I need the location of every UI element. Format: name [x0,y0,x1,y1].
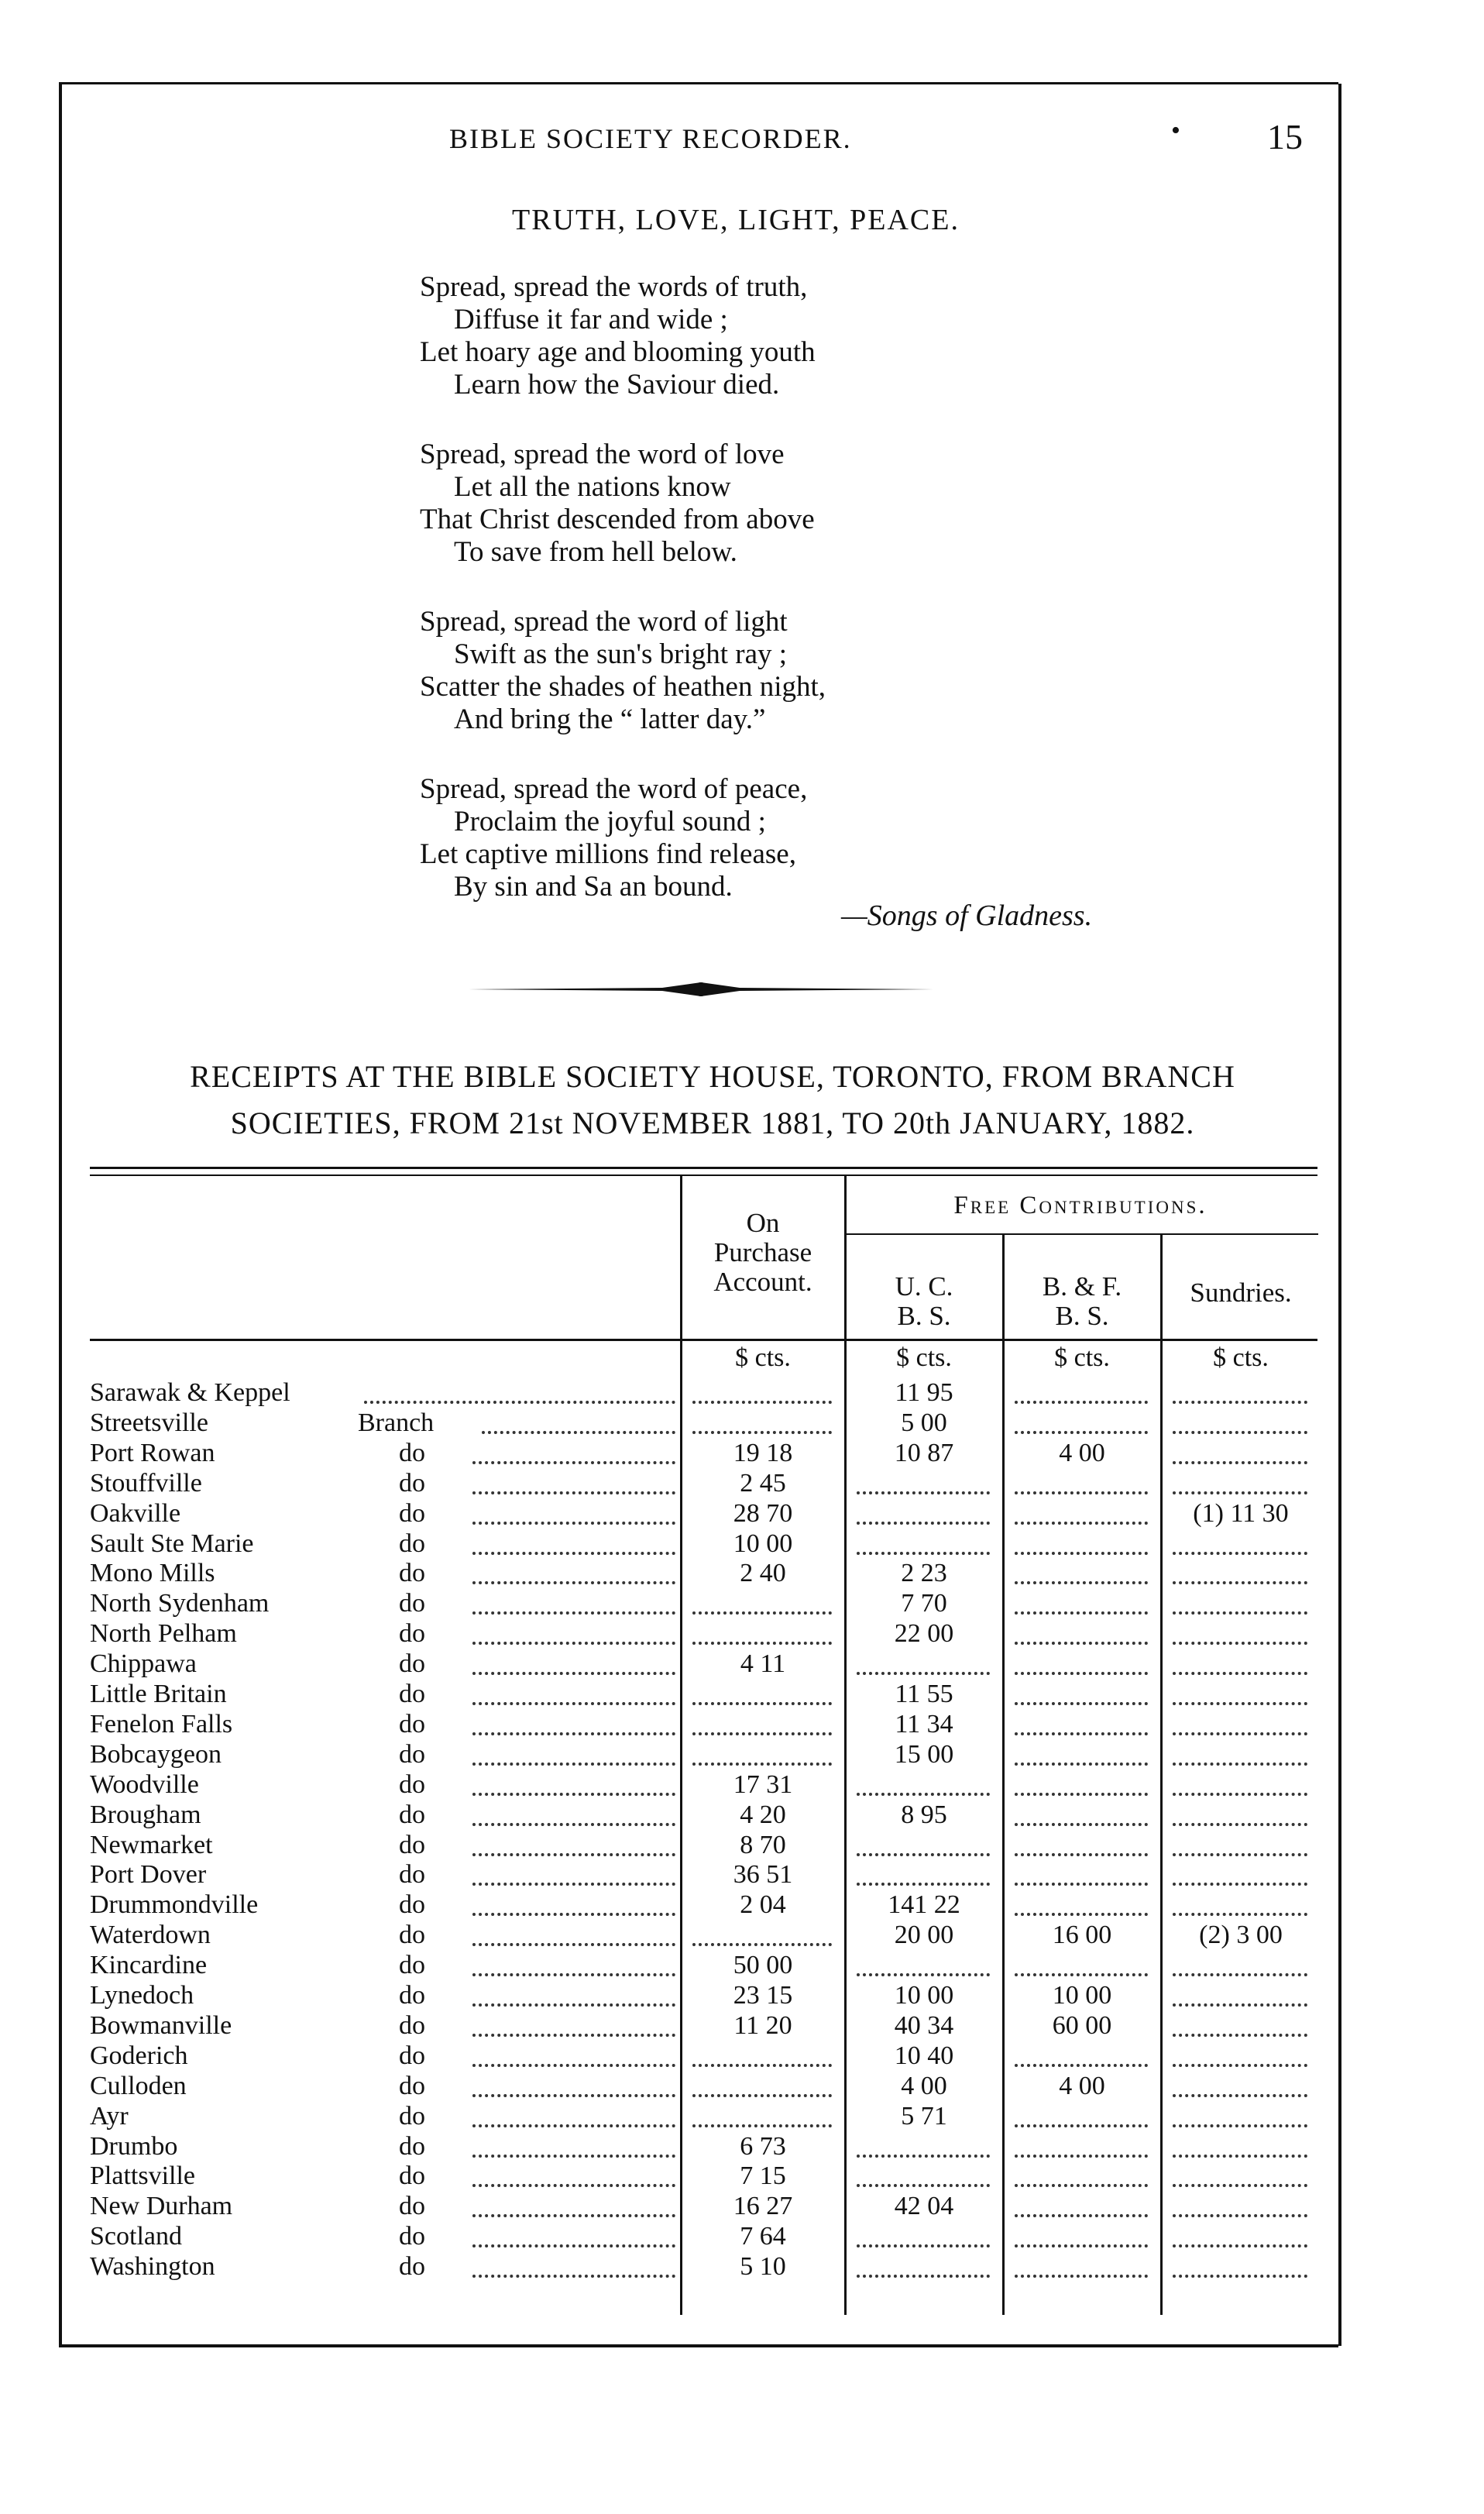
header-line: Sundries. [1190,1278,1292,1308]
branch-kind: do [399,1529,425,1558]
empty-cell-dots [1173,1913,1307,1916]
branch-kind: do [399,1921,425,1950]
leader-dots [472,1552,675,1555]
poem-line: To save from hell below. [454,536,737,568]
bfbs-header [1005,1272,1159,1331]
branch-kind: do [399,1680,425,1708]
branch-kind: do [399,1438,425,1467]
table-row [0,2101,1484,2131]
receipts-heading-line-2: SOCIETIES, FROM 21st NOVEMBER 1881, TO 20th JANUARY, 1882. [230,1106,1195,1140]
ucbs-header [847,1272,1001,1331]
branch-kind: do [399,1589,425,1618]
ucbs-cell: 10 00 [894,1981,954,2010]
ucbs-cell: 22 00 [894,1619,954,1649]
branch-kind: do [399,1981,425,2010]
leader-dots [472,1763,675,1766]
table-row [0,2161,1484,2191]
poem-line: Learn how the Saviour died. [454,369,780,401]
empty-cell-dots [1015,1913,1148,1916]
branch-kind: do [399,1739,425,1769]
ucbs-cell: 5 71 [901,2101,947,2131]
leader-dots [472,1491,675,1494]
empty-cell-dots [692,1943,832,1946]
header-line: B. S. [1055,1301,1109,1331]
branch-name: Culloden [90,2071,187,2100]
branch-kind: do [399,2041,425,2070]
bfbs-cell: 4 00 [1059,1438,1105,1467]
ucbs-cell: 5 00 [901,1408,947,1437]
branch-kind: Branch [358,1408,435,1437]
table-row [0,1558,1484,1588]
empty-cell-dots [1015,2155,1148,2158]
empty-cell-dots [1173,2064,1307,2067]
branch-name: Waterdown [90,1921,211,1950]
branch-name: Bobcaygeon [90,1739,222,1769]
leader-dots [472,1522,675,1525]
branch-kind: do [399,1769,425,1799]
table-row [0,1890,1484,1920]
leader-dots [472,1642,675,1645]
leader-dots [472,2155,675,2158]
branch-kind: do [399,1951,425,1980]
poem-line: Let all the nations know [454,471,731,503]
empty-cell-dots [1173,1401,1307,1404]
purchase-cell: 28 70 [733,1498,793,1528]
leader-dots [472,1973,675,1976]
empty-cell-dots [857,1672,990,1675]
leader-dots [472,1672,675,1675]
poem-line: Diffuse it far and wide ; [454,304,728,335]
empty-cell-dots [1173,1552,1307,1555]
purchase-cell: 10 00 [733,1529,793,1558]
empty-cell-dots [1015,1973,1148,1976]
branch-name: North Pelham [90,1619,237,1649]
ucbs-cell: 40 34 [894,2010,954,2040]
branch-name: Bowmanville [90,2010,232,2040]
branch-kind: do [399,2071,425,2100]
branch-name: Port Dover [90,1860,207,1890]
leader-dots [472,1853,675,1856]
empty-cell-dots [1173,2003,1307,2007]
leader-dots [472,2034,675,2037]
table-row [0,2010,1484,2041]
branch-kind: do [399,2161,425,2191]
purchase-cell: 7 15 [740,2161,786,2191]
purchase-cell: 5 10 [740,2252,786,2282]
leader-dots [472,1732,675,1735]
branch-name: Fenelon Falls [90,1709,233,1738]
empty-cell-dots [1173,2155,1307,2158]
branch-name: Woodville [90,1769,199,1799]
empty-cell-dots [692,2124,832,2127]
table-row [0,1377,1484,1408]
table-row [0,1438,1484,1468]
table-row [0,2041,1484,2071]
poem-line: Spread, spread the word of love [420,438,785,470]
empty-cell-dots [1173,1853,1307,1856]
purchase-cell: 19 18 [733,1438,793,1467]
purchase-cell: 23 15 [733,1981,793,2010]
empty-cell-dots [692,2094,832,2097]
poem-line: That Christ descended from above [420,504,815,535]
purchase-cell: 4 11 [740,1649,786,1679]
purchase-cell: 2 04 [740,1890,786,1920]
table-row [0,1468,1484,1498]
table-row [0,2131,1484,2161]
branch-name: Sarawak & Keppel [90,1378,290,1407]
empty-cell-dots [857,1793,990,1796]
purchase-cell: 6 73 [740,2131,786,2161]
empty-cell-dots [857,1973,990,1976]
branch-name: New Durham [90,2192,233,2221]
purchase-cell: 50 00 [733,1951,793,1980]
table-row [0,1709,1484,1739]
ucbs-cell: 10 40 [894,2041,954,2070]
empty-cell-dots [1173,2244,1307,2247]
receipts-heading-line-1: RECEIPTS AT THE BIBLE SOCIETY HOUSE, TORONTO, FROM BRANCH [190,1059,1235,1094]
branch-kind: do [399,2222,425,2251]
purchase-cell: 8 70 [740,1830,786,1859]
branch-name: Plattsville [90,2161,195,2191]
empty-cell-dots [857,1491,990,1494]
purchase-cell: 36 51 [733,1860,793,1890]
leader-dots [472,2244,675,2247]
poem-line: By sin and Sa an bound. [454,871,733,903]
purchase-cell: 7 64 [740,2222,786,2251]
empty-cell-dots [1015,1642,1148,1645]
empty-cell-dots [1015,1702,1148,1705]
page-number: 15 [1267,117,1303,156]
empty-cell-dots [1015,1853,1148,1856]
empty-cell-dots [692,1611,832,1615]
leader-dots [472,1823,675,1826]
leader-dots [482,1431,675,1434]
empty-cell-dots [1173,2124,1307,2127]
poem-stanza-4 [420,773,807,903]
branch-kind: do [399,1800,425,1829]
purchase-cell: 16 27 [733,2192,793,2221]
empty-cell-dots [1173,1823,1307,1826]
poem-line: Spread, spread the word of peace, [420,773,808,805]
header-line: Purchase [713,1237,812,1267]
leader-dots [472,2214,675,2217]
ucbs-cell: 42 04 [894,2192,954,2221]
running-title: BIBLE SOCIETY RECORDER. [449,123,852,154]
leader-dots [472,2064,675,2067]
empty-cell-dots [1173,2034,1307,2037]
empty-cell-dots [1173,1883,1307,1886]
empty-cell-dots [1173,1763,1307,1766]
leader-dots [472,1581,675,1584]
branch-kind: do [399,1890,425,1920]
empty-cell-dots [857,1883,990,1886]
unit-label: $ cts. [1213,1343,1269,1372]
empty-cell-dots [692,1702,832,1705]
poem-stanza-2 [420,438,815,569]
empty-cell-dots [692,2064,832,2067]
empty-cell-dots [1015,1522,1148,1525]
empty-cell-dots [857,2155,990,2158]
table-row [0,1588,1484,1618]
poem-attribution: —Songs of Gladness. [841,899,1093,932]
empty-cell-dots [1015,2275,1148,2278]
sundries-header [1163,1278,1318,1308]
table-row [0,2191,1484,2221]
unit-label: $ cts. [735,1343,791,1372]
branch-name: Mono Mills [90,1559,215,1588]
leader-dots [472,2094,675,2097]
branch-kind: do [399,1709,425,1738]
bfbs-cell: 16 00 [1052,1921,1112,1950]
empty-cell-dots [1015,2214,1148,2217]
bfbs-cell: 10 00 [1052,1981,1112,2010]
leader-dots [472,2003,675,2007]
empty-cell-dots [1015,1763,1148,1766]
empty-cell-dots [692,1763,832,1766]
poem-line: Swift as the sun's bright ray ; [454,638,788,670]
branch-name: Goderich [90,2041,188,2070]
poem-title: TRUTH, LOVE, LIGHT, PEACE. [512,204,960,236]
branch-name: Stouffville [90,1468,202,1498]
empty-cell-dots [1015,2124,1148,2127]
branch-name: Brougham [90,1800,201,1829]
leader-dots [472,2124,675,2127]
leader-dots [472,1461,675,1464]
branch-name: Drummondville [90,1890,259,1920]
empty-cell-dots [1015,1823,1148,1826]
table-row [0,1980,1484,2010]
header-line: On [746,1208,780,1238]
empty-cell-dots [1015,1611,1148,1615]
sundries-cell: (1) 11 30 [1193,1498,1289,1528]
ucbs-cell: 20 00 [894,1921,954,1950]
table-row [0,1920,1484,1950]
branch-kind: do [399,2131,425,2161]
empty-cell-dots [1015,1793,1148,1796]
branch-kind: do [399,2192,425,2221]
branch-name: Ayr [90,2101,129,2131]
purchase-cell: 2 45 [740,1468,786,1498]
table-top-rule-1 [90,1167,1317,1169]
empty-cell-dots [857,2244,990,2247]
purchase-cell: 17 31 [733,1769,793,1799]
page-bottom-rule [59,2344,1338,2347]
empty-cell-dots [1173,1642,1307,1645]
empty-cell-dots [1015,1491,1148,1494]
empty-cell-dots [1173,2214,1307,2217]
ucbs-cell: 4 00 [901,2071,947,2100]
branch-kind: do [399,1559,425,1588]
empty-cell-dots [1173,1793,1307,1796]
branch-kind: do [399,1498,425,1528]
leader-dots [472,1611,675,1615]
empty-cell-dots [692,1732,832,1735]
branch-kind: do [399,2252,425,2282]
branch-name: Drumbo [90,2131,178,2161]
ucbs-cell: 11 34 [895,1709,953,1738]
branch-kind: do [399,1649,425,1679]
header-line: B. S. [897,1301,951,1331]
empty-cell-dots [1015,1401,1148,1404]
table-row [0,1618,1484,1649]
empty-cell-dots [1015,2184,1148,2187]
purchase-account-header [683,1209,843,1297]
empty-cell-dots [1173,1461,1307,1464]
leader-dots [472,1913,675,1916]
empty-cell-dots [1015,1732,1148,1735]
free-contributions-rule [846,1233,1318,1235]
leader-dots [472,1793,675,1796]
empty-cell-dots [1173,1672,1307,1675]
branch-name: North Sydenham [90,1589,270,1618]
branch-kind: do [399,2101,425,2131]
header-line: B. & F. [1042,1271,1122,1302]
empty-cell-dots [1015,2064,1148,2067]
leader-dots [364,1401,675,1404]
free-contributions-header: Free Contributions. [953,1192,1207,1219]
purchase-cell: 2 40 [740,1559,786,1588]
unit-label: $ cts. [1054,1343,1110,1372]
empty-cell-dots [1173,1973,1307,1976]
table-row [0,2071,1484,2101]
poem-line: Scatter the shades of heathen night, [420,671,826,703]
ucbs-cell: 7 70 [901,1589,947,1618]
empty-cell-dots [857,2275,990,2278]
table-row [0,1769,1484,1800]
purchase-cell: 11 20 [733,2010,792,2040]
empty-cell-dots [1173,1431,1307,1434]
branch-name: Streetsville [90,1408,208,1437]
table-row [0,1408,1484,1438]
branch-kind: do [399,1830,425,1859]
bfbs-cell: 60 00 [1052,2010,1112,2040]
bfbs-cell: 4 00 [1059,2071,1105,2100]
branch-kind: do [399,2010,425,2040]
branch-name: Lynedoch [90,1981,194,2010]
table-top-rule-2 [90,1174,1317,1176]
table-row [0,2221,1484,2251]
empty-cell-dots [1015,1672,1148,1675]
branch-kind: do [399,1619,425,1649]
ucbs-cell: 11 55 [895,1680,953,1708]
branch-name: Scotland [90,2222,182,2251]
table-row [0,1800,1484,1830]
empty-cell-dots [1173,2275,1307,2278]
poem-line: Proclaim the joyful sound ; [454,806,766,837]
branch-name: Newmarket [90,1830,213,1859]
table-row [0,1649,1484,1679]
empty-cell-dots [1015,1552,1148,1555]
receipts-heading [85,1054,1340,1147]
poem-stanza-3 [420,606,826,736]
poem-line: Let hoary age and blooming youth [420,336,816,368]
empty-cell-dots [1173,1491,1307,1494]
empty-cell-dots [857,1853,990,1856]
empty-cell-dots [1173,1611,1307,1615]
ucbs-cell: 2 23 [901,1559,947,1588]
branch-name: Chippawa [90,1649,197,1679]
header-line: Account. [713,1267,812,1297]
empty-cell-dots [1173,1732,1307,1735]
poem-line: And bring the “ latter day.” [454,703,766,735]
leader-dots [472,1702,675,1705]
leader-dots [472,2184,675,2187]
branch-kind: do [399,1468,425,1498]
table-row [0,1739,1484,1769]
empty-cell-dots [692,1642,832,1645]
ucbs-cell: 11 95 [895,1378,953,1407]
table-row [0,1950,1484,1980]
header-line: U. C. [895,1271,953,1302]
poem-line: Let captive millions find release, [420,838,796,870]
empty-cell-dots [857,2184,990,2187]
ucbs-cell: 15 00 [894,1739,954,1769]
empty-cell-dots [857,1552,990,1555]
branch-name: Little Britain [90,1680,227,1708]
ucbs-cell: 8 95 [901,1800,947,1829]
branch-name: Kincardine [90,1951,208,1980]
branch-name: Port Rowan [90,1438,215,1467]
empty-cell-dots [1015,1883,1148,1886]
purchase-cell: 4 20 [740,1800,786,1829]
poem-line: Spread, spread the words of truth, [420,271,808,303]
table-header-rule [90,1339,1317,1341]
table-row [0,1830,1484,1860]
poem-stanza-1 [420,271,816,401]
ucbs-cell: 10 87 [894,1438,954,1467]
empty-cell-dots [1173,2094,1307,2097]
table-row [0,2251,1484,2282]
branch-kind: do [399,1860,425,1890]
page-dot: • [1171,116,1180,145]
table-row [0,1498,1484,1529]
poem-line: Spread, spread the word of light [420,606,788,638]
empty-cell-dots [692,1401,832,1404]
branch-name: Oakville [90,1498,181,1528]
empty-cell-dots [1015,2244,1148,2247]
empty-cell-dots [692,1431,832,1434]
table-row [0,1679,1484,1709]
leader-dots [472,1883,675,1886]
empty-cell-dots [1015,1431,1148,1434]
ucbs-cell: 141 22 [888,1890,960,1920]
empty-cell-dots [1015,1581,1148,1584]
unit-label: $ cts. [896,1343,952,1372]
sundries-cell: (2) 3 00 [1199,1921,1283,1950]
branch-name: Washington [90,2252,215,2282]
empty-cell-dots [1173,2184,1307,2187]
leader-dots [472,2275,675,2278]
table-row [0,1859,1484,1890]
branch-name: Sault Ste Marie [90,1529,254,1558]
ornament-divider [469,978,933,1001]
table-row [0,1529,1484,1559]
leader-dots [472,1943,675,1946]
empty-cell-dots [1173,1702,1307,1705]
empty-cell-dots [857,1522,990,1525]
empty-cell-dots [1173,1581,1307,1584]
